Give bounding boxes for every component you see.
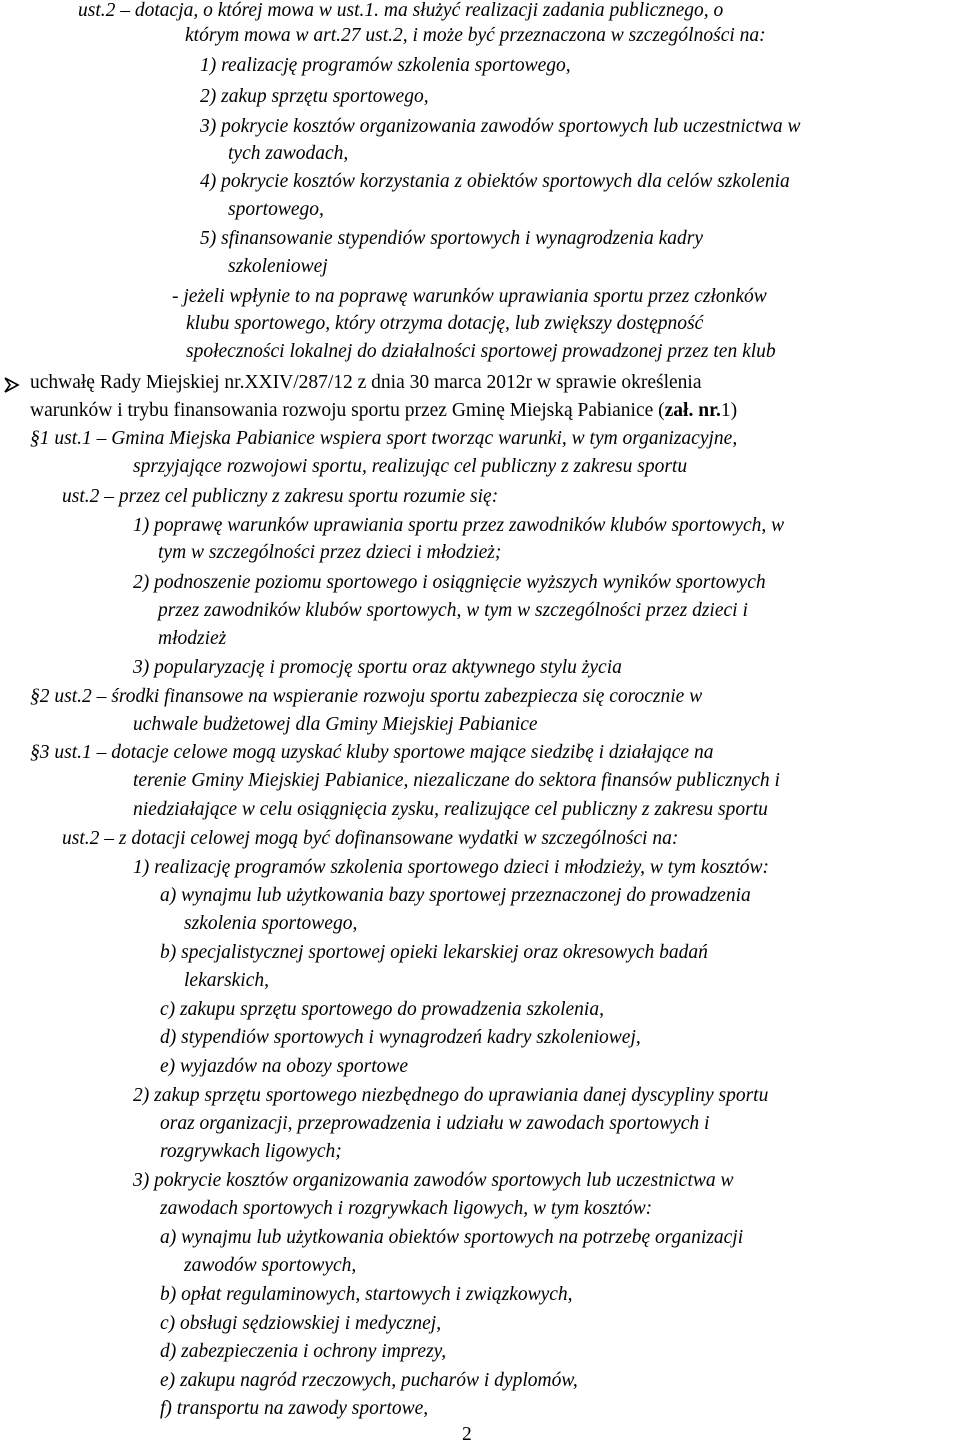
text-line: terenie Gminy Miejskiej Pabianice, niezaliczane do sektora finansów publicznych i	[133, 770, 780, 791]
text-line: zawodów sportowych,	[184, 1255, 357, 1276]
text-line: lekarskich,	[184, 970, 270, 991]
text-line: młodzież	[158, 628, 227, 649]
text-line: tych zawodach,	[228, 143, 349, 164]
text-line: oraz organizacji, przeprowadzenia i udziału w zawodach sportowych i	[160, 1113, 710, 1134]
text-line: e) wyjazdów na obozy sportowe	[160, 1056, 409, 1077]
section-line: §1 ust.1 – Gmina Miejska Pabianice wspiera sport tworząc warunki, w tym organizacyjne,	[30, 428, 738, 449]
text-line: c) zakupu sprzętu sportowego do prowadzenia szkolenia,	[160, 999, 604, 1020]
text-line: rozgrywkach ligowych;	[160, 1141, 342, 1162]
text-line: 1) realizację programów szkolenia sportowego,	[200, 55, 571, 76]
text-line: sportowego,	[228, 199, 324, 220]
text-line: c) obsługi sędziowskiej i medycznej,	[160, 1313, 442, 1334]
text-line: b) specjalistycznej sportowej opieki lekarskiej oraz okresowych badań	[160, 942, 708, 963]
text-line: 3) pokrycie kosztów organizowania zawodów sportowych lub uczestnictwa w	[133, 1170, 734, 1191]
text-line: niedziałające w celu osiągnięcia zysku, realizujące cel publiczny z zakresu sportu	[133, 799, 768, 820]
text-line: 2) zakup sprzętu sportowego niezbędnego do uprawiania danej dyscypliny sportu	[133, 1085, 769, 1106]
text-line: ust.2 – dotacja, o której mowa w ust.1. ma służyć realizacji zadania publicznego, o	[78, 0, 724, 21]
text-line: 2) podnoszenie poziomu sportowego i osiągnięcie wyższych wyników sportowych	[133, 572, 766, 593]
section-line: §2 ust.2 – środki finansowe na wspieranie rozwoju sportu zabezpiecza się corocznie w	[30, 686, 703, 707]
text-line: 2) zakup sprzętu sportowego,	[200, 86, 429, 107]
text-line: b) opłat regulaminowych, startowych i związkowych,	[160, 1284, 573, 1305]
text-line: zawodach sportowych i rozgrywkach ligowych, w tym kosztów:	[160, 1198, 653, 1219]
text-line: szkoleniowej	[228, 256, 328, 277]
text-line: d) zabezpieczenia i ochrony imprezy,	[160, 1341, 447, 1362]
text-line: 3) pokrycie kosztów organizowania zawodów sportowych lub uczestnictwa w	[200, 116, 801, 137]
resolution-text: warunków i trybu finansowania rozwoju sportu przez Gminę Miejską Pabianice (	[30, 400, 665, 421]
attachment-label: zał. nr.	[664, 400, 721, 421]
text-line: 1) realizację programów szkolenia sportowego dzieci i młodzieży, w tym kosztów:	[133, 857, 770, 878]
arrow-bullet-icon	[2, 374, 22, 396]
text-line: a) wynajmu lub użytkowania obiektów sportowych na potrzebę organizacji	[160, 1227, 744, 1248]
text-line: 3) popularyzację i promocję sportu oraz aktywnego stylu życia	[133, 657, 622, 678]
text-line: a) wynajmu lub użytkowania bazy sportowej przeznaczonej do prowadzenia	[160, 885, 751, 906]
resolution-line	[30, 400, 737, 422]
text-line: - jeżeli wpłynie to na poprawę warunków uprawiania sportu przez członków	[172, 286, 767, 307]
text-line: klubu sportowego, który otrzyma dotację, lub zwiększy dostępność	[186, 313, 704, 334]
text-line: e) zakupu nagród rzeczowych, pucharów i dyplomów,	[160, 1370, 578, 1391]
text-line: f) transportu na zawody sportowe,	[160, 1398, 429, 1419]
text-line: sprzyjające rozwojowi sportu, realizując cel publiczny z zakresu sportu	[133, 456, 688, 477]
text-line: ust.2 – z dotacji celowej mogą być dofinansowane wydatki w szczególności na:	[62, 828, 679, 849]
text-line: d) stypendiów sportowych i wynagrodzeń kadry szkoleniowej,	[160, 1027, 641, 1048]
attachment-number: 1)	[720, 400, 738, 421]
text-line: 5) sfinansowanie stypendiów sportowych i wynagrodzenia kadry	[200, 228, 703, 249]
text-line: przez zawodników klubów sportowych, w tym w szczególności przez dzieci i	[158, 600, 748, 621]
page-number: 2	[462, 1424, 472, 1445]
text-line: 1) poprawę warunków uprawiania sportu przez zawodników klubów sportowych, w	[133, 515, 785, 536]
resolution-line: uchwałę Rady Miejskiej nr.XXIV/287/12 z dnia 30 marca 2012r w sprawie określenia	[30, 372, 702, 393]
text-line: tym w szczególności przez dzieci i młodzież;	[158, 542, 502, 563]
section-line: §3 ust.1 – dotacje celowe mogą uzyskać kluby sportowe mające siedzibę i działające na	[30, 742, 714, 763]
text-line: ust.2 – przez cel publiczny z zakresu sportu rozumie się:	[62, 486, 499, 507]
text-line: uchwale budżetowej dla Gminy Miejskiej Pabianice	[133, 714, 538, 735]
text-line: którym mowa w art.27 ust.2, i może być przeznaczona w szczególności na:	[185, 25, 766, 46]
text-line: 4) pokrycie kosztów korzystania z obiektów sportowych dla celów szkolenia	[200, 171, 790, 192]
text-line: szkolenia sportowego,	[184, 913, 358, 934]
text-line: społeczności lokalnej do działalności sportowej prowadzonej przez ten klub	[186, 341, 776, 362]
